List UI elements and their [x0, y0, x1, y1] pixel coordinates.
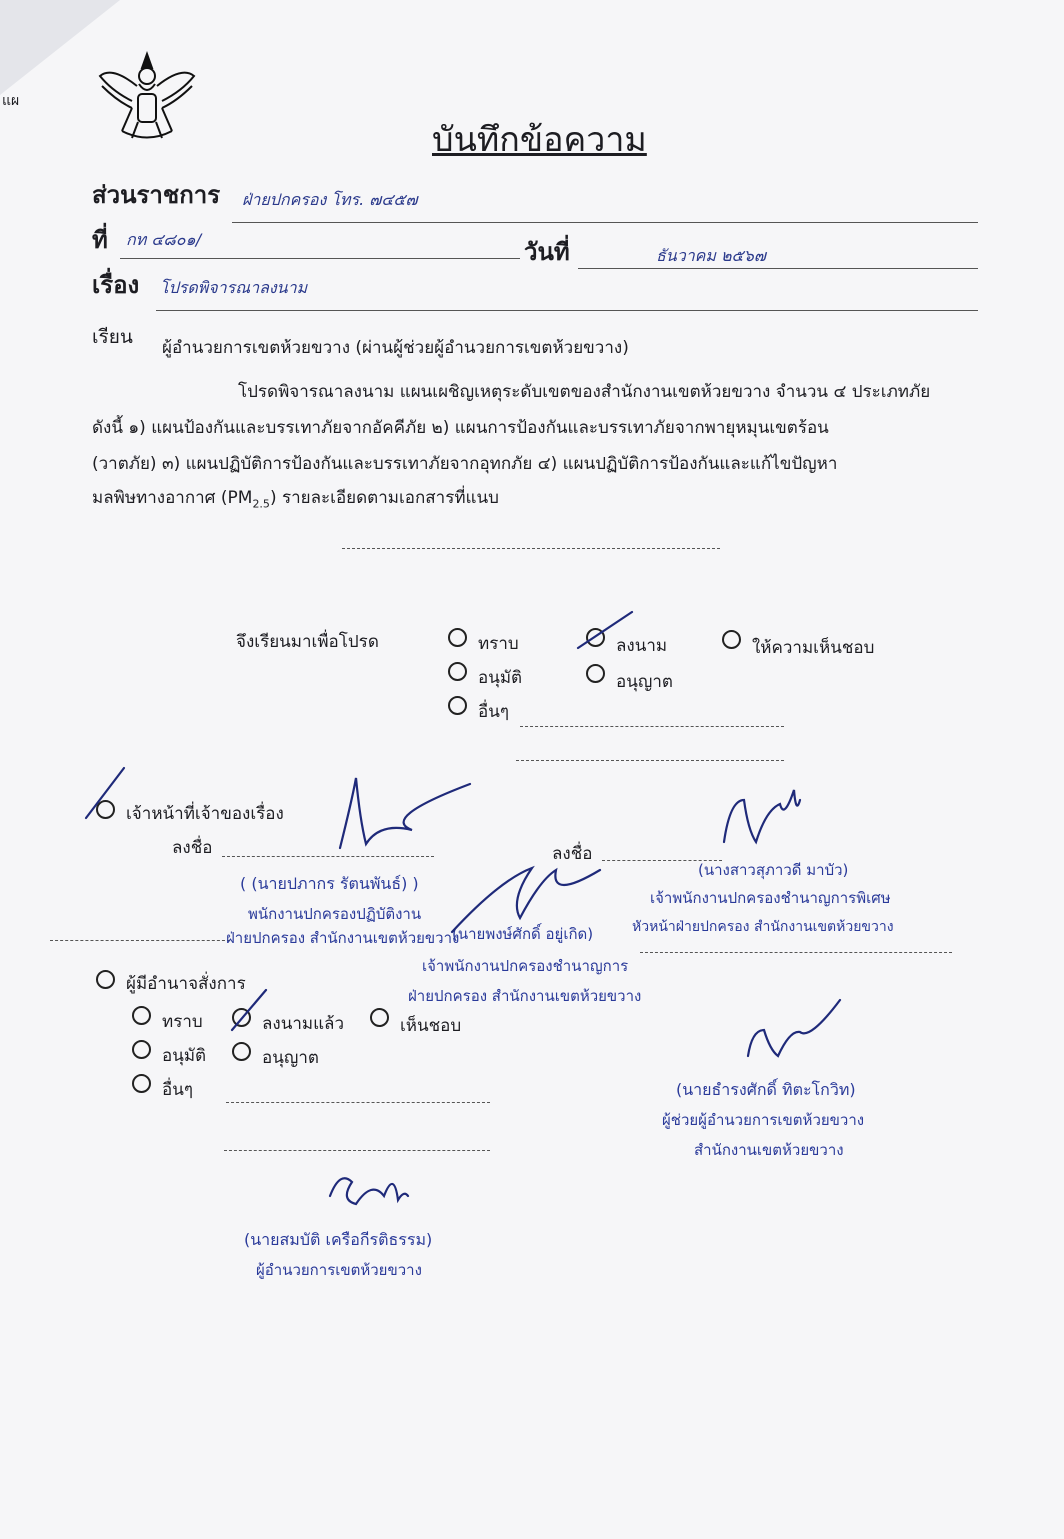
option-acknowledge-label: ทราบ	[478, 634, 519, 654]
date-value: ธันวาคม ๒๕๖๗	[656, 246, 766, 265]
officer-position-2: ฝ่ายปกครอง สำนักงานเขตห้วยขวาง	[226, 929, 460, 947]
check-authority-signed-mark	[232, 990, 266, 1030]
officer-sign-label: ลงชื่อ	[172, 838, 213, 858]
subject-value: โปรดพิจารณาลงนาม	[160, 278, 308, 297]
auth-acknowledge-label: ทราบ	[162, 1012, 203, 1032]
auth-agree-label: เห็นชอบ	[400, 1016, 462, 1036]
option-approve-label: อนุมัติ	[478, 668, 523, 688]
middle-signer-position-1: เจ้าพนักงานปกครองชำนาญการ	[422, 957, 629, 975]
director-name: (นายสมบัติ เครือกีรติธรรม)	[244, 1230, 433, 1249]
body-line-1: โปรดพิจารณาลงนาม แผนเผชิญเหตุระดับเขตของสำนักงานเขตห้วยขวาง จำนวน ๔ ประเภทภัย	[238, 382, 931, 402]
ref-value: กท ๔๘๐๑/	[126, 230, 202, 249]
officer-position-1: พนักงานปกครองปฏิบัติงาน	[248, 905, 422, 923]
to-label: เรียน	[92, 326, 133, 348]
to-value: ผู้อำนวยการเขตห้วยขวาง (ผ่านผู้ช่วยผู้อำนวยการเขตห้วยขวาง)	[162, 338, 629, 358]
authority-label: ผู้มีอำนาจสั่งการ	[126, 974, 246, 994]
head-position-1: เจ้าพนักงานปกครองชำนาญการพิเศษ	[650, 889, 891, 907]
body-line-4-post: ) รายละเอียดตามเอกสารที่แนบ	[269, 488, 499, 508]
assistant-name: (นายธำรงศักดิ์ ทิตะโกวิท)	[676, 1080, 856, 1099]
middle-signature	[452, 868, 600, 932]
officer-signature	[340, 778, 470, 848]
edge-text: แผ	[2, 93, 20, 109]
agency-label: ส่วนราชการ	[92, 181, 221, 209]
director-position: ผู้อำนวยการเขตห้วยขวาง	[256, 1261, 422, 1279]
middle-signer-name: (นายพงษ์ศักดิ์ อยู่เกิด)	[452, 925, 594, 943]
memo-title: บันทึกข้อความ	[432, 120, 647, 160]
assistant-position-2: สำนักงานเขตห้วยขวาง	[694, 1141, 844, 1159]
auth-signed-label: ลงนามแล้ว	[262, 1014, 345, 1034]
auth-approve-label: อนุมัติ	[162, 1046, 207, 1066]
middle-signer-position-2: ฝ่ายปกครอง สำนักงานเขตห้วยขวาง	[408, 987, 642, 1005]
head-sign-label: ลงชื่อ	[552, 844, 593, 864]
option-approve-opinion-label: ให้ความเห็นชอบ	[752, 638, 875, 658]
agency-value: ฝ่ายปกครอง โทร. ๗๔๕๗	[242, 190, 418, 209]
subject-label: เรื่อง	[92, 271, 140, 299]
option-permit-label: อนุญาต	[616, 672, 673, 692]
option-other-label: อื่นๆ	[478, 702, 509, 722]
ref-label: ที่	[92, 226, 108, 254]
body-line-3: (วาตภัย) ๓) แผนปฏิบัติการป้องกันและบรรเทาภัยจากอุทกภัย ๔) แผนปฏิบัติการป้องกันและแก้ไขปัญหา	[92, 454, 838, 474]
officer-label: เจ้าหน้าที่เจ้าของเรื่อง	[126, 804, 284, 824]
check-sign-mark	[578, 612, 632, 648]
auth-permit-label: อนุญาต	[262, 1048, 319, 1068]
body-line-2: ดังนี้ ๑) แผนป้องกันและบรรเทาภัยจากอัคคีภัย ๒) แผนการป้องกันและบรรเทาภัยจากพายุหมุนเขตร้อน	[92, 418, 829, 438]
check-officer-mark	[86, 768, 124, 818]
request-label: จึงเรียนมาเพื่อโปรด	[236, 632, 379, 652]
option-sign-label: ลงนาม	[616, 636, 668, 656]
officer-name: ( (นายปภากร รัตนพันธ์) )	[240, 874, 419, 893]
director-signature	[330, 1178, 408, 1204]
head-name: (นางสาวสุภาวดี มาบัว)	[698, 861, 849, 879]
head-position-2: หัวหน้าฝ่ายปกครอง สำนักงานเขตห้วยขวาง	[632, 919, 894, 935]
assistant-position-1: ผู้ช่วยผู้อำนวยการเขตห้วยขวาง	[662, 1111, 865, 1129]
pm-subscript: 2.5	[252, 497, 270, 511]
head-signature	[724, 790, 800, 842]
auth-other-label: อื่นๆ	[162, 1080, 193, 1100]
body-line-4-pre: มลพิษทางอากาศ (PM	[92, 488, 253, 508]
date-label: วันที่	[524, 238, 570, 266]
assistant-signature	[748, 1000, 840, 1056]
